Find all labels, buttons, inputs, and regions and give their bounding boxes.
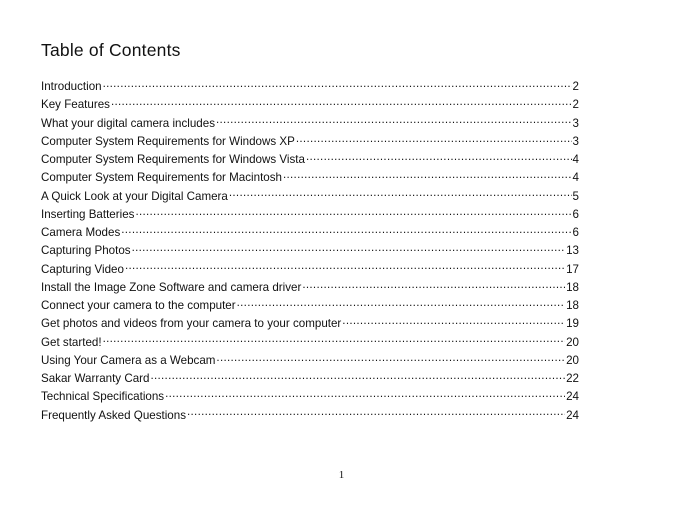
toc-entry-label: Key Features (41, 98, 110, 112)
toc-entry-camera-modes[interactable] (41, 224, 579, 242)
toc-dot-leader (150, 370, 565, 382)
toc-entry-capturing-photos[interactable] (41, 242, 579, 260)
toc-entry-page: 5 (572, 189, 579, 203)
toc-entry-webcam[interactable] (41, 352, 579, 370)
toc-entry-page: 24 (566, 390, 579, 404)
toc-entry-page: 19 (566, 317, 579, 331)
toc-entry-label: Sakar Warranty Card (41, 372, 150, 385)
toc-entry-page: 3 (572, 116, 579, 130)
toc-dot-leader (342, 315, 565, 327)
toc-entry-label: Computer System Requirements for Macintosh (41, 171, 282, 185)
toc-entry-page: 6 (572, 226, 579, 239)
toc-entry-page: 13 (566, 244, 579, 258)
toc-dot-leader (187, 407, 565, 419)
toc-entry-capturing-video[interactable] (41, 261, 579, 279)
toc-entry-requirements-windows-vista[interactable] (41, 151, 579, 169)
toc-dot-leader (135, 206, 571, 218)
toc-entry-page: 3 (572, 134, 579, 148)
toc-dot-leader (216, 115, 572, 127)
toc-entry-label: Install the Image Zone Software and camera driver (41, 280, 302, 294)
toc-dot-leader (111, 96, 572, 108)
toc-entry-label: Technical Specifications (41, 390, 165, 404)
toc-dot-leader (216, 352, 565, 364)
toc-entry-page: 18 (566, 299, 579, 312)
toc-entry-technical-specifications[interactable] (41, 388, 579, 406)
toc-entry-label: Camera Modes (41, 226, 121, 239)
toc-entry-page: 17 (566, 262, 579, 276)
toc-entry-label: A Quick Look at your Digital Camera (41, 189, 228, 203)
toc-entry-label: Get photos and videos from your camera to your computer (41, 317, 342, 331)
toc-entry-page: 2 (572, 80, 579, 93)
toc-entry-install-software[interactable] (41, 279, 579, 297)
toc-entry-label: Frequently Asked Questions (41, 408, 187, 422)
toc-dot-leader (302, 279, 565, 291)
toc-entry-get-photos-videos[interactable] (41, 315, 579, 333)
toc-entry-label: Capturing Photos (41, 244, 131, 258)
toc-entry-get-started[interactable] (41, 334, 579, 352)
toc-entry-label: Get started! (41, 335, 102, 349)
toc-entry-page: 2 (572, 98, 579, 112)
toc-entry-introduction[interactable] (41, 78, 579, 96)
toc-dot-leader (283, 169, 572, 181)
toc-entry-label: Using Your Camera as a Webcam (41, 353, 216, 367)
toc-entry-page: 20 (566, 335, 579, 349)
toc-dot-leader (237, 297, 565, 309)
page-title: Table of Contents (41, 40, 181, 60)
toc-entry-label: Computer System Requirements for Windows Vista (41, 153, 305, 166)
toc-entry-camera-includes[interactable] (41, 115, 579, 133)
toc-entry-page: 4 (572, 171, 579, 185)
toc-entry-label: Computer System Requirements for Windows XP (41, 134, 295, 148)
toc-entry-requirements-windows-xp[interactable] (41, 133, 579, 151)
toc-entry-label: Capturing Video (41, 262, 124, 276)
toc-entry-page: 24 (566, 408, 579, 422)
toc-entry-faq[interactable] (41, 407, 579, 425)
toc-dot-leader (229, 188, 572, 200)
toc-entry-page: 22 (566, 372, 579, 385)
toc-dot-leader (296, 133, 572, 145)
toc-list (41, 78, 579, 425)
toc-entry-warranty-card[interactable] (41, 370, 579, 388)
toc-entry-label: What your digital camera includes (41, 116, 215, 130)
toc-entry-label: Introduction (41, 80, 102, 93)
toc-dot-leader (103, 78, 572, 90)
toc-dot-leader (103, 334, 566, 346)
toc-entry-connect-camera[interactable] (41, 297, 579, 315)
toc-entry-page: 6 (572, 207, 579, 221)
toc-dot-leader (165, 388, 565, 400)
page-number: 1 (338, 469, 345, 481)
toc-entry-requirements-macintosh[interactable] (41, 169, 579, 187)
toc-entry-inserting-batteries[interactable] (41, 206, 579, 224)
toc-entry-label: Connect your camera to the computer (41, 299, 236, 312)
toc-entry-page: 18 (566, 280, 579, 294)
toc-dot-leader (125, 261, 565, 273)
toc-entry-page: 4 (572, 153, 579, 166)
toc-entry-key-features[interactable] (41, 96, 579, 114)
toc-dot-leader (306, 151, 572, 163)
toc-entry-quick-look[interactable] (41, 188, 579, 206)
toc-entry-label: Inserting Batteries (41, 207, 135, 221)
toc-dot-leader (121, 224, 571, 236)
toc-entry-page: 20 (566, 353, 579, 367)
toc-dot-leader (132, 242, 566, 254)
